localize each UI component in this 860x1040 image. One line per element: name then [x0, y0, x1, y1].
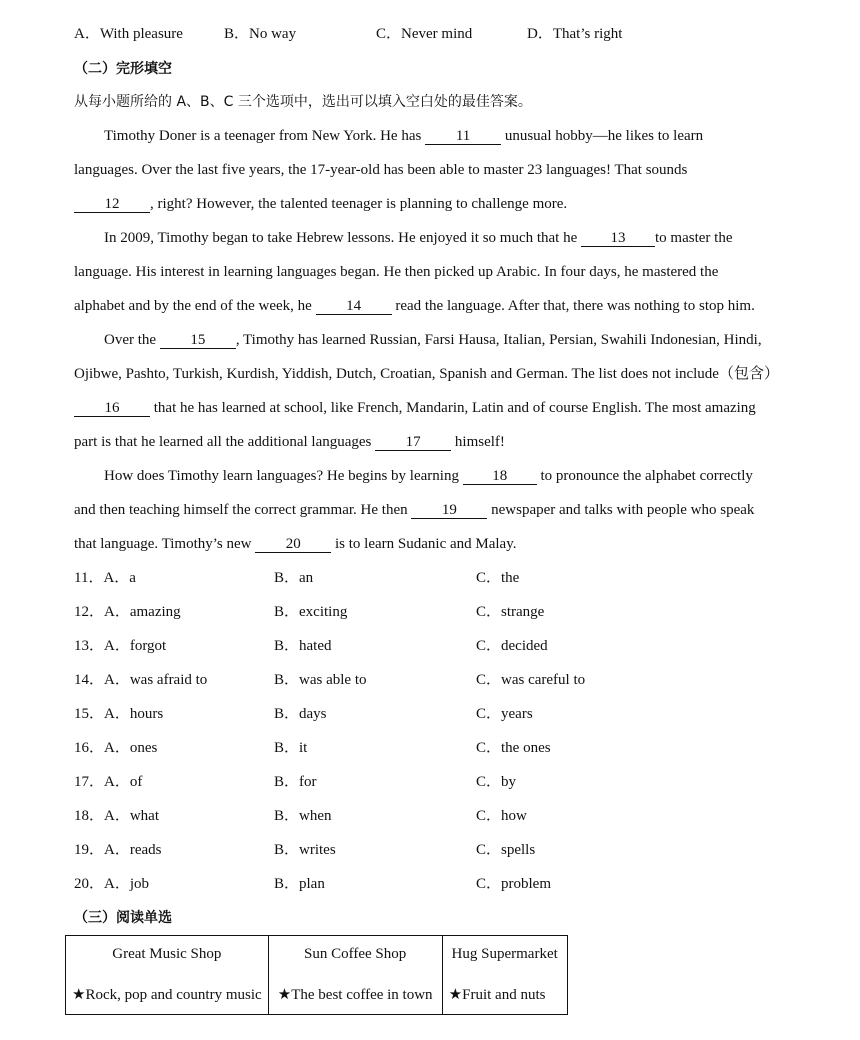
passage-text: that he has learned at school, like French, Mandarin, Latin and of course English. The most amazing [150, 400, 756, 416]
passage-text: and then teaching himself the correct grammar. He then [74, 502, 412, 518]
passage-text: , Timothy has learned Russian, Farsi Hausa, Italian, Persian, Swahili Indonesian, Hindi, [235, 332, 762, 348]
option-b: B．exciting [274, 604, 348, 620]
option-b: B．hated [274, 638, 332, 654]
option-c: C．the ones [476, 740, 551, 756]
question-row [74, 602, 774, 622]
blank-12: 12 [74, 196, 150, 213]
passage-line [74, 534, 516, 554]
option-c: C．was careful to [476, 672, 586, 688]
question-row [74, 568, 774, 588]
blank-13: 13 [581, 230, 655, 247]
passage-text: In 2009, Timothy began to take Hebrew lessons. He enjoyed it so much that he [104, 230, 582, 246]
question-row [74, 670, 774, 690]
question-row [74, 874, 774, 894]
shop-item: ★Fruit and nuts [448, 987, 546, 1003]
passage-line [104, 126, 703, 146]
passage-text: that language. Timothy’s new [74, 536, 256, 552]
option-a: 14．A．was afraid to [74, 672, 208, 688]
option-a: 19．A．reads [74, 842, 162, 858]
shop-item: ★Rock, pop and country music [72, 987, 262, 1003]
passage-text: himself! [451, 434, 505, 450]
passage-text: is to learn Sudanic and Malay. [331, 536, 517, 552]
passage-text: , right? However, the talented teenager is planning to challenge more. [150, 196, 568, 212]
passage-line [74, 432, 505, 452]
option-c: C．years [476, 706, 533, 722]
passage-text: alphabet and by the end of the week, he [74, 298, 316, 314]
blank-17: 17 [375, 434, 451, 451]
passage-line [104, 330, 762, 350]
previous-question-options [74, 24, 774, 44]
passage-text: newspaper and talks with people who speak [487, 502, 755, 518]
shop-name: Hug Supermarket [451, 946, 558, 962]
passage-line [74, 398, 756, 418]
passage-line: Ojibwe, Pashto, Turkish, Kurdish, Yiddish, Dutch, Croatian, Spanish and German. The list does not include（包含） [74, 366, 779, 382]
shop-item: ★The best coffee in town [277, 987, 433, 1003]
passage-line: languages. Over the last five years, the 17-year-old has been able to master 23 languages! That sounds [74, 162, 688, 178]
option-b: B．it [274, 740, 308, 756]
option-c: C．decided [476, 638, 548, 654]
shops-table [65, 935, 568, 1015]
option-c: C．the [476, 570, 520, 586]
option-c: C．Never mind [376, 26, 473, 42]
option-b: B．for [274, 774, 317, 790]
option-b: B．days [274, 706, 327, 722]
shop-cell [442, 936, 567, 1015]
passage-line [74, 500, 754, 520]
section-heading-reading: （三）阅读单选 [74, 910, 172, 926]
question-row [74, 840, 774, 860]
question-row [74, 738, 774, 758]
question-row [74, 772, 774, 792]
passage-line [104, 466, 753, 486]
option-c: C．strange [476, 604, 545, 620]
option-a: 20．A．job [74, 876, 150, 892]
passage-text: unusual hobby—he likes to learn [501, 128, 704, 144]
option-a: 17．A．of [74, 774, 143, 790]
table-row [66, 936, 568, 1015]
question-row [74, 704, 774, 724]
section-heading-cloze: （二）完形填空 [74, 61, 172, 77]
blank-20: 20 [255, 536, 331, 553]
blank-16: 16 [74, 400, 150, 417]
option-b: B．when [274, 808, 332, 824]
option-c: C．by [476, 774, 517, 790]
shop-name: Great Music Shop [112, 946, 222, 962]
option-a: A．With pleasure [74, 26, 183, 42]
passage-line [74, 296, 755, 316]
shop-name: Sun Coffee Shop [304, 946, 407, 962]
option-c: C．problem [476, 876, 551, 892]
option-a: 13．A．forgot [74, 638, 167, 654]
passage-line [104, 228, 733, 248]
blank-14: 14 [316, 298, 392, 315]
option-b: B．writes [274, 842, 336, 858]
option-b: B．was able to [274, 672, 367, 688]
option-a: 18．A．what [74, 808, 159, 824]
option-b: B．No way [224, 26, 297, 42]
option-a: 12．A．amazing [74, 604, 181, 620]
option-c: C．how [476, 808, 527, 824]
option-a: 11．A．a [74, 570, 136, 586]
blank-15: 15 [160, 332, 236, 349]
option-d: D．That’s right [527, 26, 623, 42]
passage-line: language. His interest in learning languages began. He then picked up Arabic. In four days, he mastered the [74, 264, 719, 280]
shop-cell [66, 936, 269, 1015]
question-row [74, 806, 774, 826]
passage-text: part is that he learned all the additional languages [74, 434, 376, 450]
option-b: B．an [274, 570, 314, 586]
passage-text: Over the [104, 332, 160, 348]
option-c: C．spells [476, 842, 536, 858]
blank-19: 19 [411, 502, 487, 519]
shop-cell [268, 936, 442, 1015]
question-row [74, 636, 774, 656]
passage-text: to master the [655, 230, 733, 246]
passage-text: to pronounce the alphabet correctly [536, 468, 753, 484]
passage-text: How does Timothy learn languages? He begins by learning [104, 468, 463, 484]
blank-11: 11 [425, 128, 501, 145]
blank-18: 18 [463, 468, 537, 485]
passage-text: read the language. After that, there was nothing to stop him. [391, 298, 755, 314]
passage-text: Timothy Doner is a teenager from New York. He has [104, 128, 426, 144]
option-a: 16．A．ones [74, 740, 158, 756]
option-b: B．plan [274, 876, 325, 892]
option-a: 15．A．hours [74, 706, 164, 722]
section-instruction: 从每小题所给的 A、B、C 三个选项中，选出可以填入空白处的最佳答案。 [74, 94, 532, 110]
passage-line [74, 194, 567, 214]
